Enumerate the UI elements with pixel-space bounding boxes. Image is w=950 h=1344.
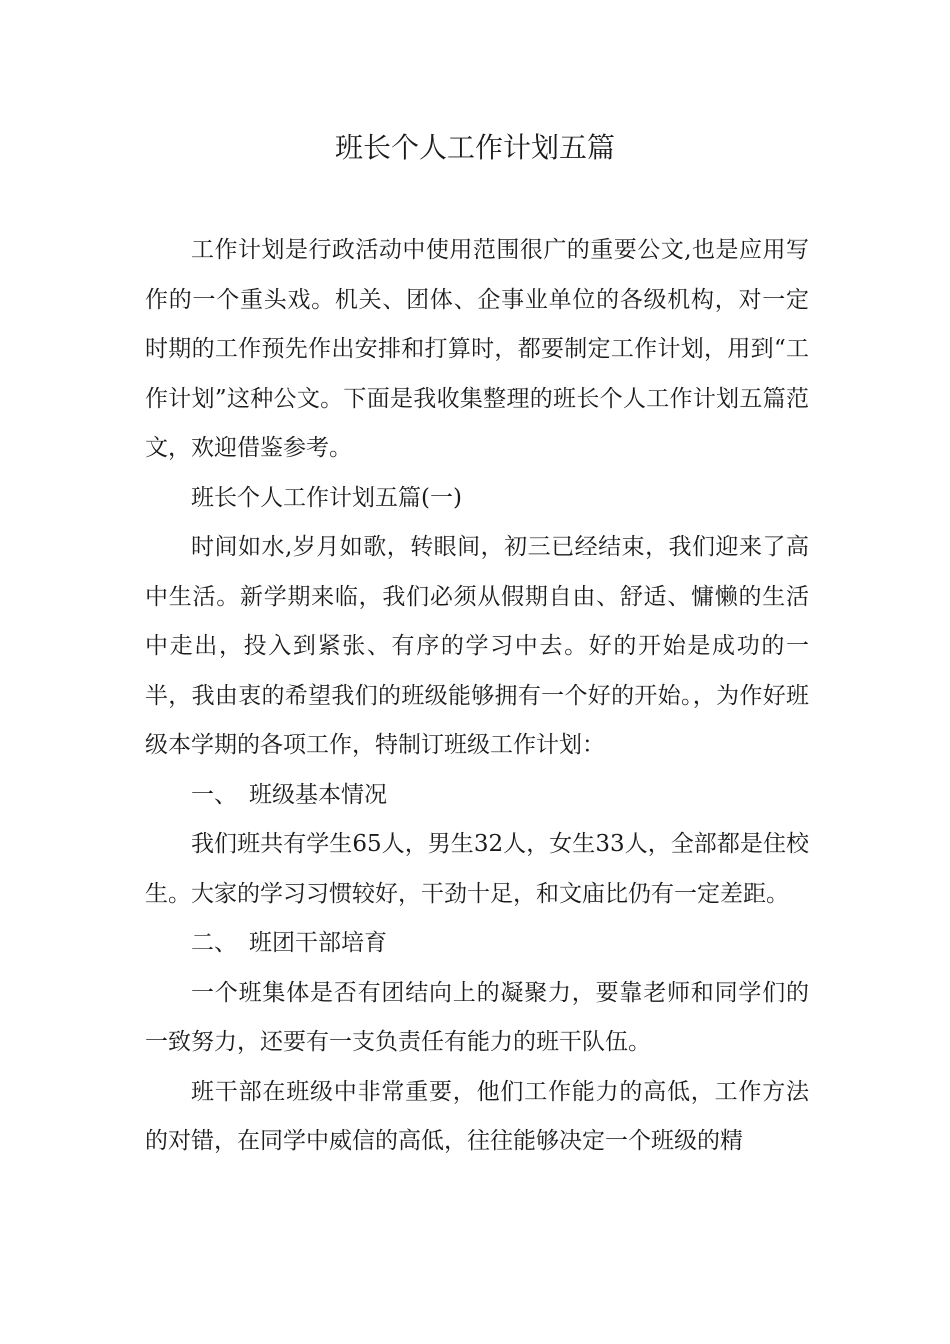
subtitle-paragraph: 班长个人工作计划五篇(一): [191, 484, 462, 511]
section-number-2: 二、: [191, 930, 237, 956]
cadre-paragraph: 班干部在班级中非常重要，他们工作能力的高低，工作方法的对错，在同学中威信的高低，往往能够决定一个班级的精: [145, 1078, 809, 1154]
section-number-1: 一、: [191, 781, 237, 808]
document-title: 班长个人工作计划五篇: [334, 131, 615, 164]
section-label-1: 班级基本情况: [249, 781, 387, 808]
section-heading-2: [145, 919, 809, 969]
document-body: [145, 226, 809, 1167]
opening-paragraph: 时间如水,岁月如歌，转眼间，初三已经结束，我们迎来了高中生活。新学期来临，我们必须从假期自由、舒适、慵懒的生活中走出，投入到紧张、有序的学习中去。好的开始是成功的一半，我由衷的希望我们的班级能够拥有一个好的开始。，为作好班级本学期的各项工作，特制订班级工作计划：: [145, 534, 809, 758]
section-label-2: 班团干部培育: [249, 930, 387, 956]
intro-paragraph: 工作计划是行政活动中使用范围很广的重要公文,也是应用写作的一个重头戏。机关、团体、企事业单位的各级机构，对一定时期的工作预先作出安排和打算时，都要制定工作计划，用到“工作计划”这种公文。下面是我收集整理的班长个人工作计划五篇范文，欢迎借鉴参考。: [145, 237, 809, 461]
class-info-paragraph: 我们班共有学生65人，男生32人，女生33人，全部都是住校生。大家的学习习惯较好，干劲十足，和文庙比仍有一定差距。: [145, 831, 809, 907]
section-heading-1: [145, 771, 809, 821]
cohesion-paragraph: 一个班集体是否有团结向上的凝聚力，要靠老师和同学们的一致努力，还要有一支负责任有能力的班干队伍。: [145, 979, 809, 1055]
